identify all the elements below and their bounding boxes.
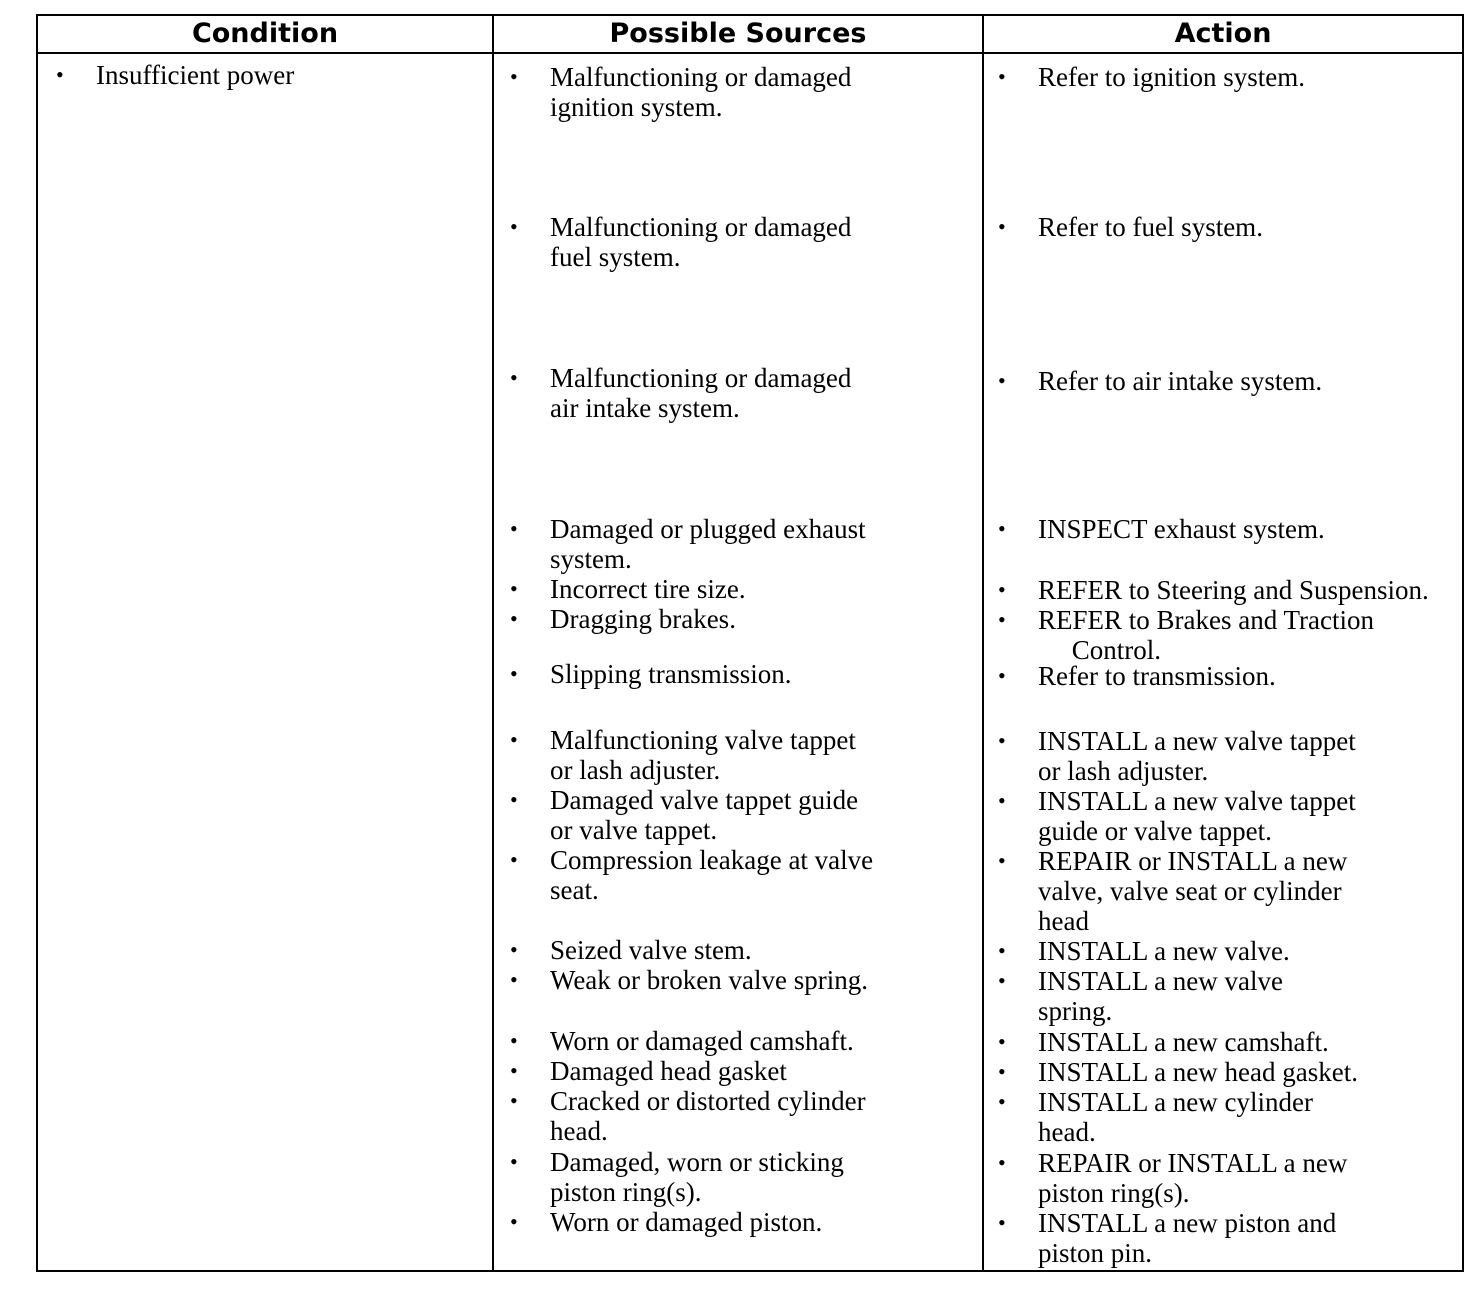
header-condition: Condition <box>191 18 339 49</box>
header-possible-sources: Possible Sources <box>609 18 867 49</box>
bullet-icon: • <box>510 727 518 752</box>
bullet-icon: • <box>998 968 1006 993</box>
bullet-icon: • <box>56 62 64 87</box>
bullet-icon: • <box>510 365 518 390</box>
action-text: INSTALL a new valve spring. <box>1038 966 1284 1026</box>
bullet-icon: • <box>510 1209 518 1234</box>
header-action: Action <box>1174 18 1272 49</box>
bullet-icon: • <box>998 516 1006 541</box>
action-text: INSTALL a new head gasket. <box>1038 1057 1358 1087</box>
action-text: REFER to Steering and Suspension. <box>1038 575 1429 605</box>
possible-source-text: Malfunctioning valve tappet or lash adjuster. <box>550 725 856 785</box>
bullet-icon: • <box>510 967 518 992</box>
bullet-icon: • <box>510 516 518 541</box>
possible-source-text: Damaged, worn or sticking piston ring(s). <box>550 1147 844 1207</box>
possible-source-text: Worn or damaged piston. <box>550 1207 823 1237</box>
action-text: INSTALL a new valve. <box>1038 936 1290 966</box>
possible-source-text: Worn or damaged camshaft. <box>550 1026 854 1056</box>
possible-source-text: Damaged head gasket <box>550 1056 787 1086</box>
table-left-border <box>36 14 38 1272</box>
troubleshooting-table <box>36 14 1464 1272</box>
action-column <box>998 14 1458 1272</box>
action-text: REFER to Brakes and Traction Control. <box>1038 605 1374 665</box>
possible-source-text: Malfunctioning or damaged air intake system. <box>550 363 852 423</box>
bullet-icon: • <box>998 1059 1006 1084</box>
bullet-icon: • <box>510 787 518 812</box>
possible-source-text: Malfunctioning or damaged fuel system. <box>550 212 852 272</box>
condition-text: Insufficient power <box>96 60 295 90</box>
bullet-icon: • <box>510 1088 518 1113</box>
possible-source-text: Slipping transmission. <box>550 659 792 689</box>
bullet-icon: • <box>510 661 518 686</box>
action-text: INSTALL a new piston and piston pin. <box>1038 1208 1337 1268</box>
action-text: INSTALL a new valve tappet or lash adjuster. <box>1038 726 1356 786</box>
bullet-icon: • <box>510 576 518 601</box>
action-text: Refer to transmission. <box>1038 661 1276 691</box>
bullet-icon: • <box>998 848 1006 873</box>
action-text: Refer to air intake system. <box>1038 366 1323 396</box>
action-text: INSTALL a new cylinder head. <box>1038 1087 1313 1147</box>
possible-source-text: Malfunctioning or damaged ignition system. <box>550 62 852 122</box>
possible-source-text: Damaged valve tappet guide or valve tappet. <box>550 785 859 845</box>
bullet-icon: • <box>510 214 518 239</box>
bullet-icon: • <box>510 1028 518 1053</box>
bullet-icon: • <box>998 577 1006 602</box>
bullet-icon: • <box>998 1210 1006 1235</box>
bullet-icon: • <box>510 847 518 872</box>
possible-source-text: Dragging brakes. <box>550 604 736 634</box>
action-text: REPAIR or INSTALL a new piston ring(s). <box>1038 1148 1348 1208</box>
bullet-icon: • <box>998 1029 1006 1054</box>
action-text: INSPECT exhaust system. <box>1038 514 1325 544</box>
possible-sources-column <box>510 14 970 1272</box>
possible-source-text: Cracked or distorted cylinder head. <box>550 1086 866 1146</box>
action-text: INSTALL a new camshaft. <box>1038 1027 1329 1057</box>
bullet-icon: • <box>998 788 1006 813</box>
bullet-icon: • <box>998 938 1006 963</box>
possible-source-text: Compression leakage at valve seat. <box>550 845 874 905</box>
possible-source-text: Weak or broken valve spring. <box>550 965 868 995</box>
action-text: REPAIR or INSTALL a new valve, valve seat or cylinder head <box>1038 846 1348 936</box>
action-text: Refer to fuel system. <box>1038 212 1263 242</box>
bullet-icon: • <box>998 728 1006 753</box>
bullet-icon: • <box>510 606 518 631</box>
action-text: Refer to ignition system. <box>1038 62 1305 92</box>
bullet-icon: • <box>998 663 1006 688</box>
table-right-border <box>1462 14 1464 1272</box>
possible-source-text: Damaged or plugged exhaust system. <box>550 514 866 574</box>
bullet-icon: • <box>998 1150 1006 1175</box>
possible-source-text: Incorrect tire size. <box>550 574 746 604</box>
bullet-icon: • <box>510 1149 518 1174</box>
bullet-icon: • <box>510 937 518 962</box>
bullet-icon: • <box>510 64 518 89</box>
bullet-icon: • <box>998 214 1006 239</box>
action-text: INSTALL a new valve tappet guide or valve tappet. <box>1038 786 1356 846</box>
bullet-icon: • <box>998 64 1006 89</box>
bullet-icon: • <box>998 1089 1006 1114</box>
bullet-icon: • <box>510 1058 518 1083</box>
bullet-icon: • <box>998 368 1006 393</box>
column-divider-2 <box>982 14 984 1272</box>
bullet-icon: • <box>998 607 1006 632</box>
column-divider-1 <box>492 14 494 1272</box>
possible-source-text: Seized valve stem. <box>550 935 752 965</box>
condition-column <box>56 14 476 1272</box>
